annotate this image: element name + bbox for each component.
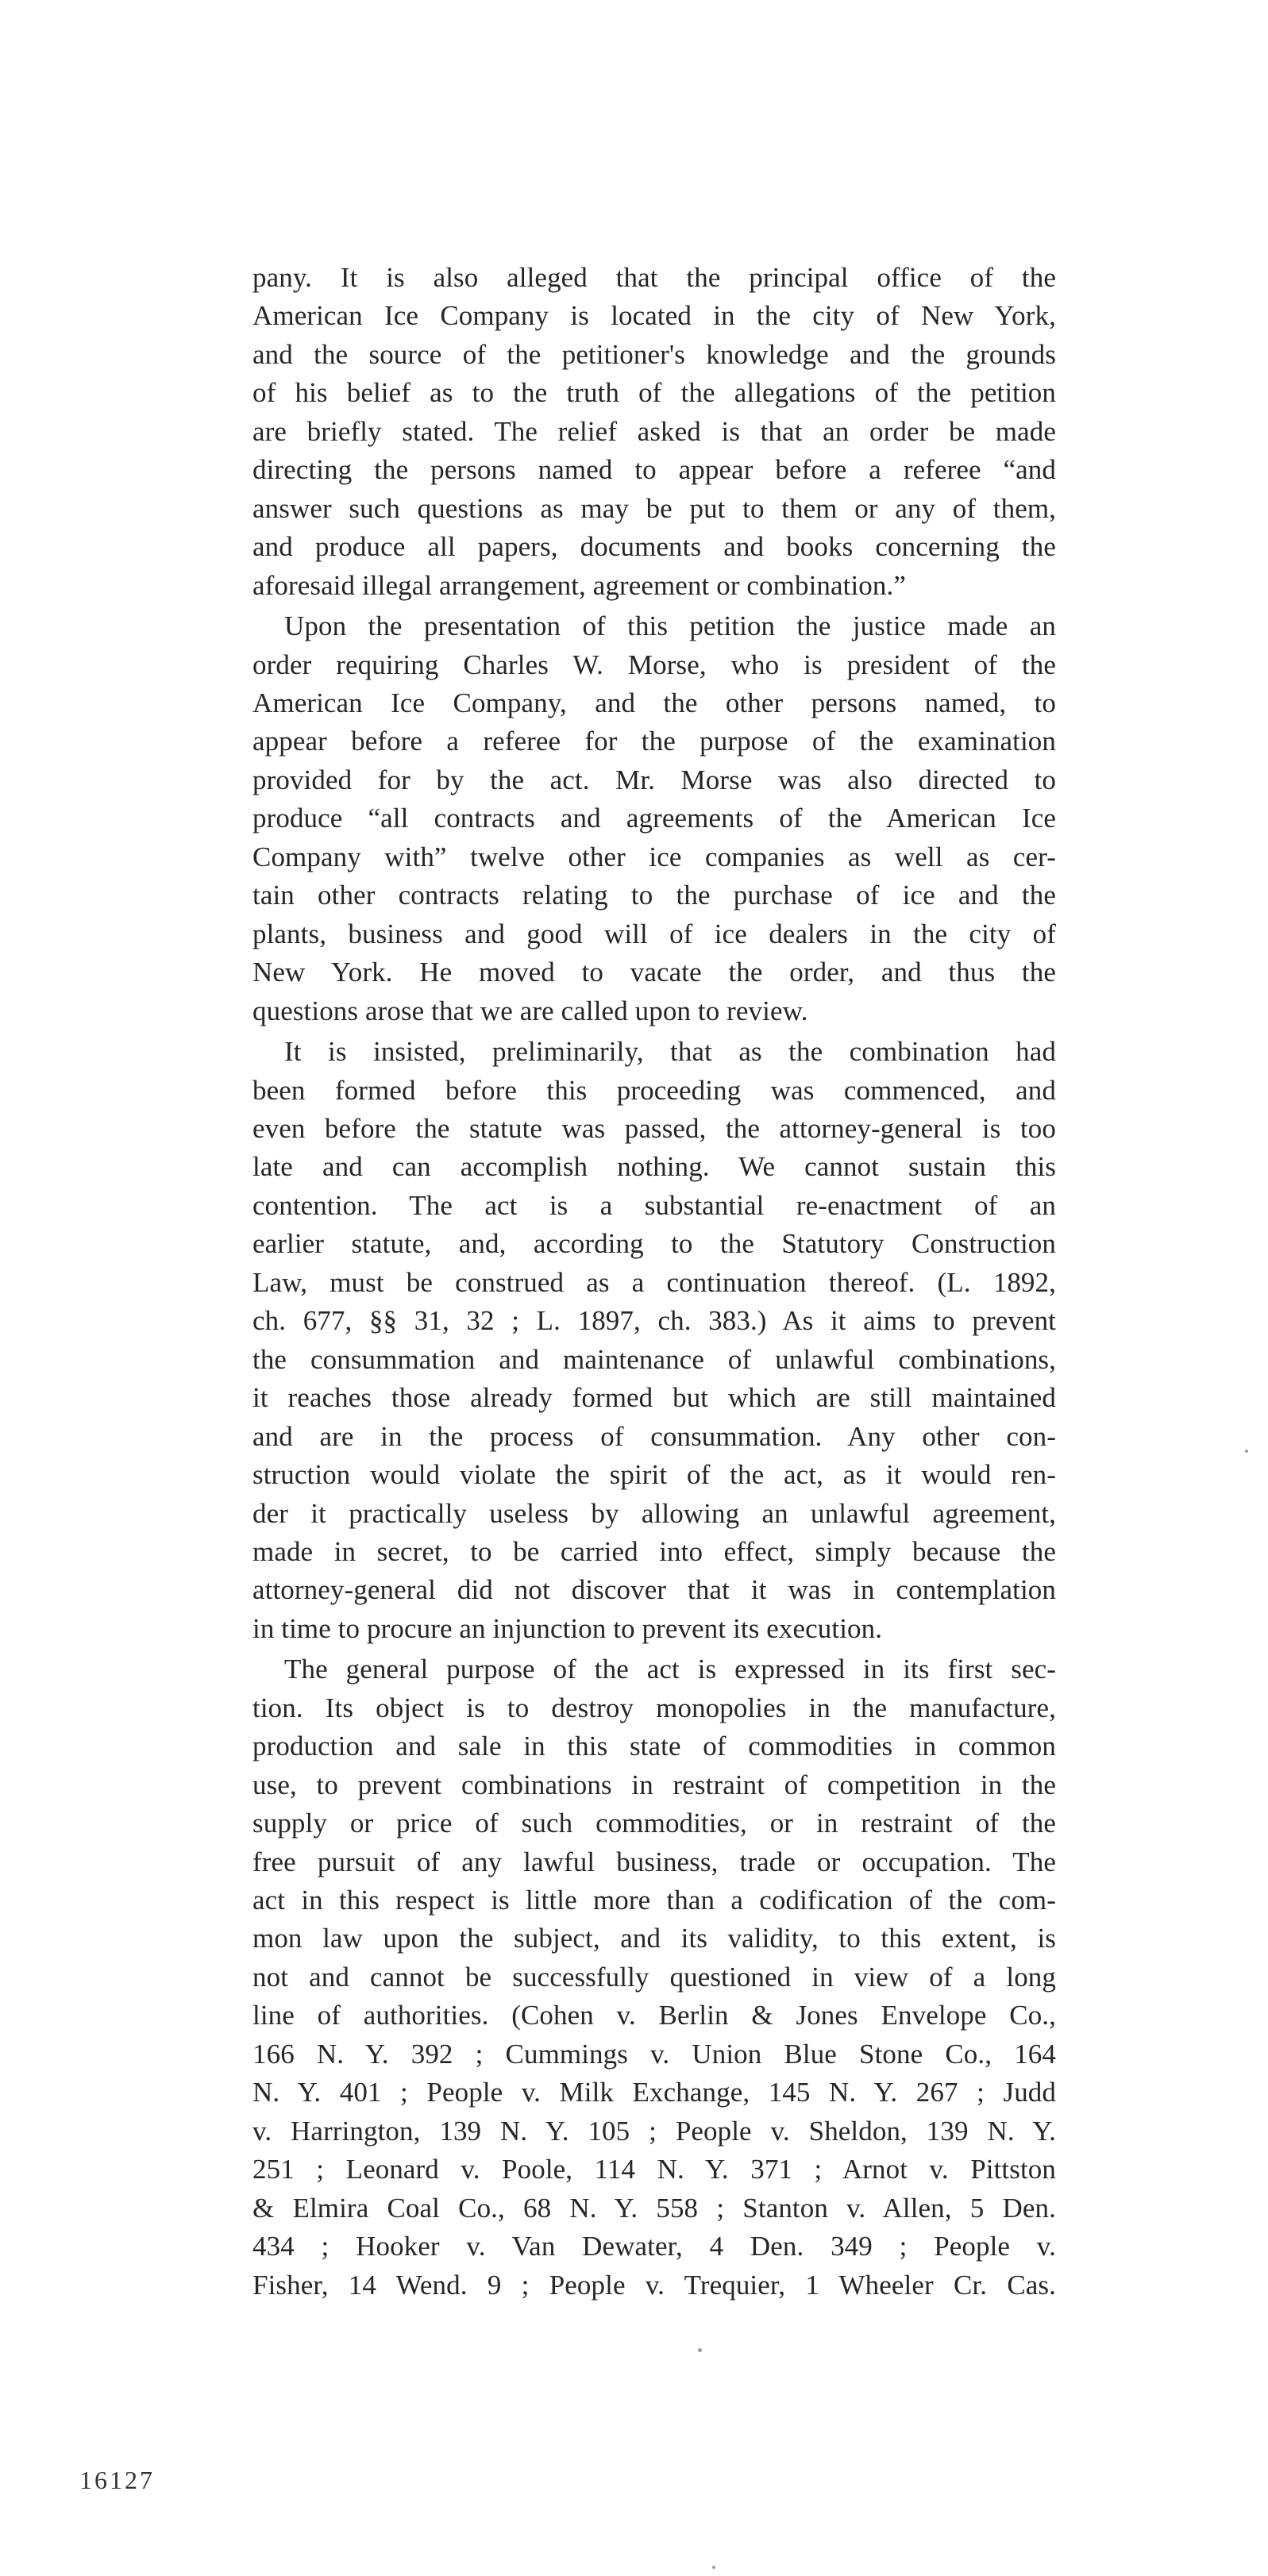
- text-line: earlier statute, and, according to the Statutory Construction: [252, 1228, 1056, 1260]
- text-line: attorney-general did not discover that it was in contemplation: [252, 1574, 1056, 1606]
- text-line: mon law upon the subject, and its validity, to this extent, is: [252, 1923, 1056, 1954]
- text-line: use, to prevent combinations in restraint of competition in the: [252, 1769, 1056, 1800]
- text-line: order requiring Charles W. Morse, who is president of the: [252, 649, 1056, 680]
- text-line: and are in the process of consummation. Any other con-: [252, 1420, 1056, 1452]
- text-line: v. Harrington, 139 N. Y. 105 ; People v. Sheldon, 139 N. Y.: [252, 2115, 1056, 2147]
- paragraph-2: [252, 607, 1056, 1030]
- text-line: made in secret, to be carried into effect, simply because the: [252, 1535, 1056, 1567]
- text-line: production and sale in this state of commodities in common: [252, 1731, 1056, 1762]
- text-line: N. Y. 401 ; People v. Milk Exchange, 145 N. Y. 267 ; Judd: [252, 2077, 1056, 2108]
- text-line: 434 ; Hooker v. Van Dewater, 4 Den. 349 ; People v.: [252, 2231, 1056, 2262]
- text-line: struction would violate the spirit of the act, as it would ren-: [252, 1459, 1056, 1491]
- text-line: 166 N. Y. 392 ; Cummings v. Union Blue Stone Co., 164: [252, 2038, 1056, 2070]
- text-line: appear before a referee for the purpose of the examination: [252, 726, 1056, 757]
- paragraph-4: [252, 1650, 1056, 2305]
- text-line: line of authorities. (Cohen v. Berlin & Jones Envelope Co.,: [252, 2000, 1056, 2031]
- text-line: of his belief as to the truth of the allegations of the petition: [252, 377, 1056, 409]
- text-line: it reaches those already formed but which are still maintained: [252, 1382, 1056, 1414]
- text-line: been formed before this proceeding was commenced, and: [252, 1074, 1056, 1106]
- text-line: der it practically useless by allowing an unlawful agreement,: [252, 1497, 1056, 1529]
- text-line: and the source of the petitioner's knowledge and the grounds: [252, 338, 1056, 370]
- text-line: It is insisted, preliminarily, that as the combination had: [284, 1036, 1056, 1068]
- text-line: tion. Its object is to destroy monopolies in the manufacture,: [252, 1692, 1056, 1723]
- text-line: American Ice Company is located in the city of New York,: [252, 300, 1056, 332]
- text-line: American Ice Company, and the other persons named, to: [252, 687, 1056, 718]
- text-line: ch. 677, §§ 31, 32 ; L. 1897, ch. 383.) As it aims to prevent: [252, 1305, 1056, 1337]
- text-line: supply or price of such commodities, or in restraint of the: [252, 1808, 1056, 1839]
- text-line: the consummation and maintenance of unlawful combinations,: [252, 1343, 1056, 1375]
- text-line: Company with” twelve other ice companies as well as cer-: [252, 841, 1056, 872]
- text-line: are briefly stated. The relief asked is that an order be made: [252, 415, 1056, 447]
- text-line: tain other contracts relating to the purchase of ice and the: [252, 880, 1056, 911]
- document-body: [252, 259, 1056, 2305]
- text-line: in time to procure an injunction to prevent its execution.: [252, 1612, 883, 1644]
- text-line: free pursuit of any lawful business, trade or occupation. The: [252, 1846, 1056, 1877]
- text-line: aforesaid illegal arrangement, agreement or combination.”: [252, 569, 906, 601]
- text-line: contention. The act is a substantial re-enactment of an: [252, 1189, 1056, 1221]
- paragraph-3: [252, 1033, 1056, 1648]
- text-line: and produce all papers, documents and books concerning the: [252, 531, 1056, 563]
- text-line: directing the persons named to appear before a referee “and: [252, 454, 1056, 486]
- text-line: plants, business and good will of ice dealers in the city of: [252, 918, 1056, 949]
- text-line: 251 ; Leonard v. Poole, 114 N. Y. 371 ; Arnot v. Pittston: [252, 2154, 1056, 2185]
- text-line: even before the statute was passed, the attorney-general is too: [252, 1112, 1056, 1144]
- text-line: Law, must be construed as a continuation thereof. (L. 1892,: [252, 1266, 1056, 1298]
- text-line: answer such questions as may be put to them or any of them,: [252, 492, 1056, 524]
- text-line: pany. It is also alleged that the principal office of the: [252, 262, 1056, 293]
- text-line: produce “all contracts and agreements of the American Ice: [252, 803, 1056, 834]
- paragraph-1: [252, 259, 1056, 605]
- text-line: Fisher, 14 Wend. 9 ; People v. Trequier, 1 Wheeler Cr. Cas.: [252, 2269, 1056, 2301]
- text-line: not and cannot be successfully questioned in view of a long: [252, 1961, 1056, 1993]
- text-line: provided for by the act. Mr. Morse was also directed to: [252, 764, 1056, 795]
- text-line: questions arose that we are called upon to review.: [252, 995, 808, 1026]
- text-line: late and can accomplish nothing. We cannot sustain this: [252, 1151, 1056, 1183]
- scan-speck: [698, 2348, 702, 2352]
- text-line: & Elmira Coal Co., 68 N. Y. 558 ; Stanton v. Allen, 5 Den.: [252, 2192, 1056, 2224]
- text-line: act in this respect is little more than a codification of the com-: [252, 1885, 1056, 1916]
- scan-speck: [1245, 1450, 1248, 1453]
- text-line: The general purpose of the act is expressed in its first sec-: [284, 1654, 1056, 1685]
- scan-speck: [712, 2566, 715, 2569]
- page-number: 16127: [79, 2466, 155, 2494]
- text-line: New York. He moved to vacate the order, and thus the: [252, 957, 1056, 988]
- text-line: Upon the presentation of this petition the justice made an: [284, 610, 1056, 642]
